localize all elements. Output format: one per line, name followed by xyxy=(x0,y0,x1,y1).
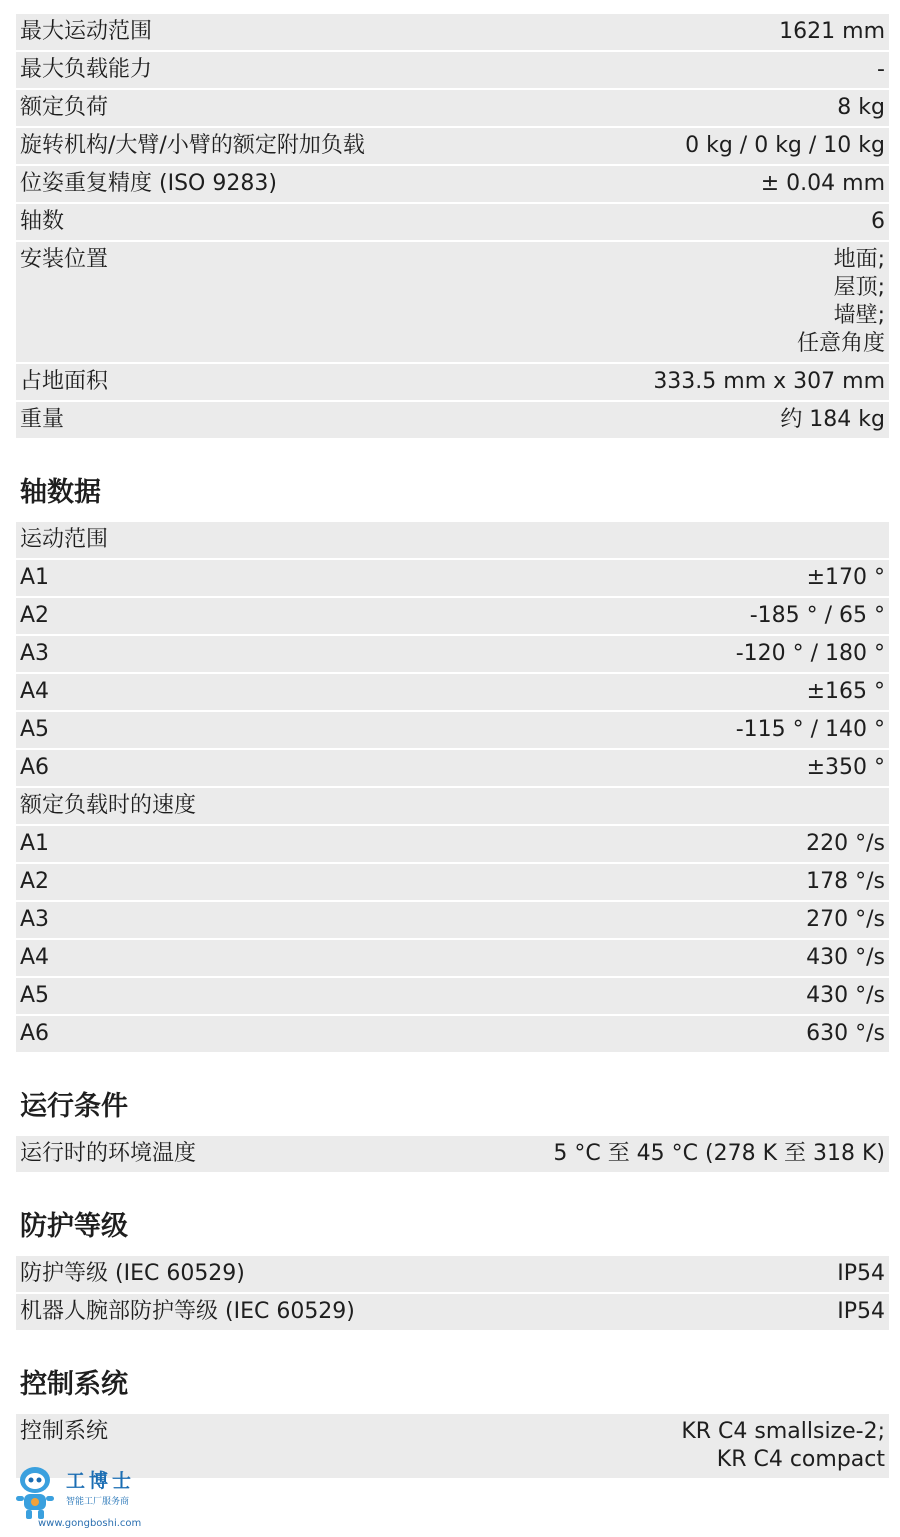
speed-row-a4 xyxy=(16,940,889,978)
spec-row-reach xyxy=(16,14,889,52)
spec-label: 位姿重复精度 (ISO 9283) xyxy=(20,171,277,196)
speed-row-a2 xyxy=(16,864,889,902)
spec-value: 8 kg xyxy=(837,95,885,120)
range-header: 运动范围 xyxy=(20,527,109,552)
spec-label: 机器人腕部防护等级 (IEC 60529) xyxy=(20,1299,355,1324)
spec-value: 0 kg / 0 kg / 10 kg xyxy=(685,133,885,158)
spec-value: KR C4 smallsize-2; KR C4 compact xyxy=(681,1419,885,1472)
axis-label: A1 xyxy=(20,565,50,590)
watermark-subtitle: 智能工厂服务商 xyxy=(66,1497,130,1507)
axis-label: A6 xyxy=(20,1021,50,1046)
range-row-a1 xyxy=(16,560,889,598)
axis-label: A6 xyxy=(20,755,50,780)
axis-value: ±350 ° xyxy=(806,755,885,780)
spec-row-max-payload xyxy=(16,52,889,90)
axis-label: A5 xyxy=(20,983,50,1008)
spec-value: 6 xyxy=(871,209,885,234)
spec-label: 安装位置 xyxy=(20,247,109,272)
speed-row-a3 xyxy=(16,902,889,940)
axis-value: -120 ° / 180 ° xyxy=(735,641,885,666)
operating-table xyxy=(16,1136,889,1174)
range-header-row xyxy=(16,522,889,560)
speed-header: 额定负载时的速度 xyxy=(20,793,197,818)
axis-value: 220 °/s xyxy=(806,831,885,856)
watermark-url: www.gongboshi.com xyxy=(38,1518,142,1529)
spec-value: ± 0.04 mm xyxy=(760,171,885,196)
spec-value: 地面; 屋顶; 墙壁; 任意角度 xyxy=(796,247,885,356)
range-row-a2 xyxy=(16,598,889,636)
axis-data-table xyxy=(16,522,889,1054)
spec-value: 5 °C 至 45 °C (278 K 至 318 K) xyxy=(553,1141,885,1166)
speed-row-a6 xyxy=(16,1016,889,1054)
speed-header-row xyxy=(16,788,889,826)
spec-row-repeatability xyxy=(16,166,889,204)
watermark-logo xyxy=(8,1442,148,1534)
spec-label: 控制系统 xyxy=(20,1419,109,1444)
axis-value: 430 °/s xyxy=(806,983,885,1008)
spec-row-footprint xyxy=(16,364,889,402)
watermark-title: 工博士 xyxy=(66,1470,136,1492)
axis-value: ±165 ° xyxy=(806,679,885,704)
axis-value: 270 °/s xyxy=(806,907,885,932)
speed-row-a1 xyxy=(16,826,889,864)
general-spec-table xyxy=(16,14,889,440)
range-row-a5 xyxy=(16,712,889,750)
spec-label: 轴数 xyxy=(20,209,65,234)
protection-table xyxy=(16,1256,889,1332)
axis-label: A4 xyxy=(20,945,50,970)
axis-value: 178 °/s xyxy=(806,869,885,894)
spec-label: 最大运动范围 xyxy=(20,19,153,44)
spec-sheet xyxy=(16,14,889,1480)
operating-row-temperature xyxy=(16,1136,889,1174)
operating-heading: 运行条件 xyxy=(20,1091,128,1122)
spec-row-axes xyxy=(16,204,889,242)
axis-label: A1 xyxy=(20,831,50,856)
axis-label: A3 xyxy=(20,641,50,666)
axis-value: -185 ° / 65 ° xyxy=(749,603,885,628)
spec-row-rated-payload xyxy=(16,90,889,128)
axis-value: 630 °/s xyxy=(806,1021,885,1046)
spec-label: 最大负载能力 xyxy=(20,57,153,82)
spec-value: - xyxy=(877,57,885,82)
axis-data-heading: 轴数据 xyxy=(20,477,101,508)
spec-label: 重量 xyxy=(20,407,65,432)
spec-label: 额定负荷 xyxy=(20,95,109,120)
axis-value: ±170 ° xyxy=(806,565,885,590)
spec-row-weight xyxy=(16,402,889,440)
range-row-a6 xyxy=(16,750,889,788)
speed-row-a5 xyxy=(16,978,889,1016)
protection-row-robot xyxy=(16,1256,889,1294)
axis-label: A2 xyxy=(20,603,50,628)
protection-row-wrist xyxy=(16,1294,889,1332)
spec-row-mounting xyxy=(16,242,889,364)
spec-value: IP54 xyxy=(837,1299,885,1324)
spec-label: 运行时的环境温度 xyxy=(20,1141,197,1166)
spec-value: 333.5 mm x 307 mm xyxy=(653,369,885,394)
spec-value: 约 184 kg xyxy=(780,407,885,432)
robot-mascot-icon xyxy=(12,1462,58,1522)
protection-heading: 防护等级 xyxy=(20,1211,128,1242)
spec-label: 旋转机构/大臂/小臂的额定附加负载 xyxy=(20,133,365,158)
spec-row-supplementary-load xyxy=(16,128,889,166)
axis-label: A4 xyxy=(20,679,50,704)
axis-value: 430 °/s xyxy=(806,945,885,970)
control-heading: 控制系统 xyxy=(20,1369,128,1400)
axis-label: A5 xyxy=(20,717,50,742)
axis-value: -115 ° / 140 ° xyxy=(735,717,885,742)
range-row-a3 xyxy=(16,636,889,674)
axis-label: A3 xyxy=(20,907,50,932)
spec-value: 1621 mm xyxy=(779,19,885,44)
axis-label: A2 xyxy=(20,869,50,894)
spec-value: IP54 xyxy=(837,1261,885,1286)
spec-label: 防护等级 (IEC 60529) xyxy=(20,1261,245,1286)
range-row-a4 xyxy=(16,674,889,712)
spec-label: 占地面积 xyxy=(20,369,109,394)
